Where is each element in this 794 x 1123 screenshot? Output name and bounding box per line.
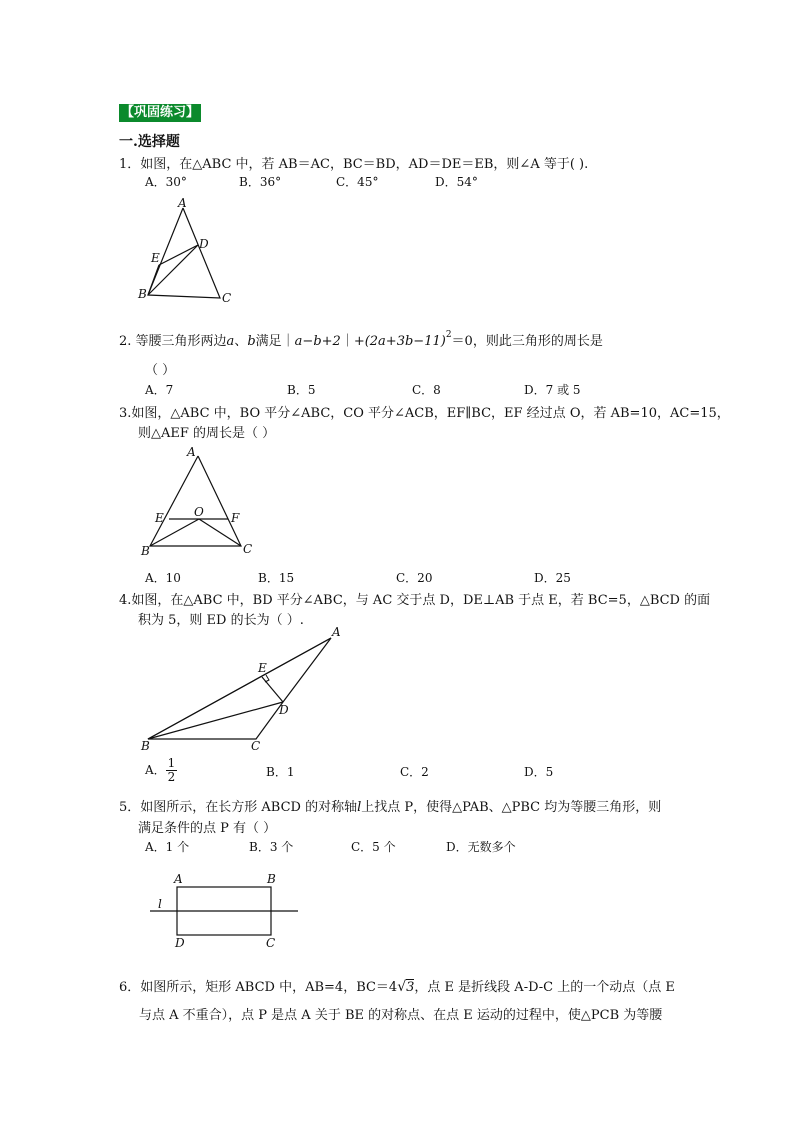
q5-label-c: C (266, 936, 276, 950)
q4-triangle-figure (138, 626, 348, 756)
q1-option-a: A．30° (145, 175, 187, 189)
q3-label-c: C (243, 542, 253, 556)
q3-label-a: A (187, 445, 196, 459)
q5-label-l: l (158, 897, 162, 911)
q1-label-b: B (138, 287, 147, 301)
q4-label-d: D (279, 703, 289, 717)
q1-option-c: C．45° (336, 175, 379, 189)
q4-label-e: E (258, 661, 267, 675)
q4-option-b: B．1 (266, 765, 295, 779)
question-4-line-2: 积为 5，则 ED 的长为（ ）. (138, 613, 304, 628)
q5-option-c: C．5 个 (351, 840, 396, 854)
q3-option-b: B．15 (258, 571, 295, 585)
q4-option-a: A． $\frac{1}{2}$ (145, 756, 176, 784)
q3-option-d: D．25 (534, 571, 571, 585)
q4-option-a-fraction: $\frac{1}{2}$ (167, 756, 176, 784)
q5-label-d: D (175, 936, 185, 950)
q3-triangle-figure (138, 442, 263, 562)
question-3-line-2: 则△AEF 的周长是（ ） (138, 426, 276, 441)
q5-option-a: A．1 个 (145, 840, 190, 854)
q1-option-b: B．36° (239, 175, 282, 189)
q3-option-a: A．10 (145, 571, 181, 585)
q4-label-c: C (251, 739, 261, 753)
question-6-line-2: 与点 A 不重合），点 P 是点 A 关于 BE 的对称点、在点 E 运动的过程中，使△PCB 为等腰 (139, 1008, 663, 1023)
q5-rectangle-figure (140, 870, 310, 955)
q1-label-e: E (151, 251, 160, 265)
question-1-text: 1．如图，在△ABC 中，若 AB＝AC，BC＝BD，AD＝DE＝EB，则∠A 等于( ). (119, 157, 589, 172)
q4-option-c: C．2 (400, 765, 429, 779)
q2-option-d: D．7 或 5 (524, 383, 581, 397)
question-6-line-1: 6．如图所示，矩形 ABCD 中，AB=4，BC＝4√3，点 E 是折线段 A-D-C 上的一个动点（点 E (119, 979, 675, 995)
q3-label-b: B (141, 544, 150, 558)
q2-option-b: B．5 (287, 383, 316, 397)
question-5-line-1: 5．如图所示，在长方形 ABCD 的对称轴l上找点 P，使得△PAB、△PBC 均为等腰三角形，则 (119, 800, 662, 815)
question-5-line-2: 满足条件的点 P 有（ ） (138, 821, 277, 836)
q1-option-d: D．54° (435, 175, 478, 189)
q3-label-e: E (155, 511, 164, 525)
q4-label-a: A (332, 625, 341, 639)
q3-label-o: O (194, 505, 204, 519)
q5-option-b: B．3 个 (249, 840, 294, 854)
q4-option-d: D．5 (524, 765, 554, 779)
q2-option-c: C．8 (412, 383, 441, 397)
q5-option-d: D．无数多个 (446, 840, 516, 854)
q4-label-b: B (141, 739, 150, 753)
question-3-line-1: 3.如图，△ABC 中，BO 平分∠ABC，CO 平分∠ACB，EF∥BC，EF 经过点 O，若 AB=10，AC=15， (119, 406, 730, 421)
question-2-text: 2. 等腰三角形两边a、b满足$|a-b+2|+(2a+3b-11)^2=0$，则此三角形的周长是 (119, 330, 603, 349)
q1-triangle-figure (130, 195, 250, 310)
q1-label-a: A (178, 196, 187, 210)
question-4-line-1: 4.如图，在△ABC 中，BD 平分∠ABC，与 AC 交于点 D，DE⊥AB 于点 E，若 BC=5，△BCD 的面 (119, 593, 711, 608)
q5-label-b: B (267, 872, 276, 886)
q3-label-f: F (231, 511, 240, 525)
q5-label-a: A (174, 872, 183, 886)
subheading: 一.选择题 (119, 134, 180, 150)
q3-option-c: C．20 (396, 571, 433, 585)
q2-option-a: A．7 (145, 383, 174, 397)
q1-label-c: C (222, 291, 232, 305)
q2-answer-blank: （ ） (145, 363, 176, 378)
section-label: 【巩固练习】 (121, 105, 200, 120)
q1-label-d: D (199, 237, 209, 251)
sqrt-symbol: √ (397, 979, 407, 995)
